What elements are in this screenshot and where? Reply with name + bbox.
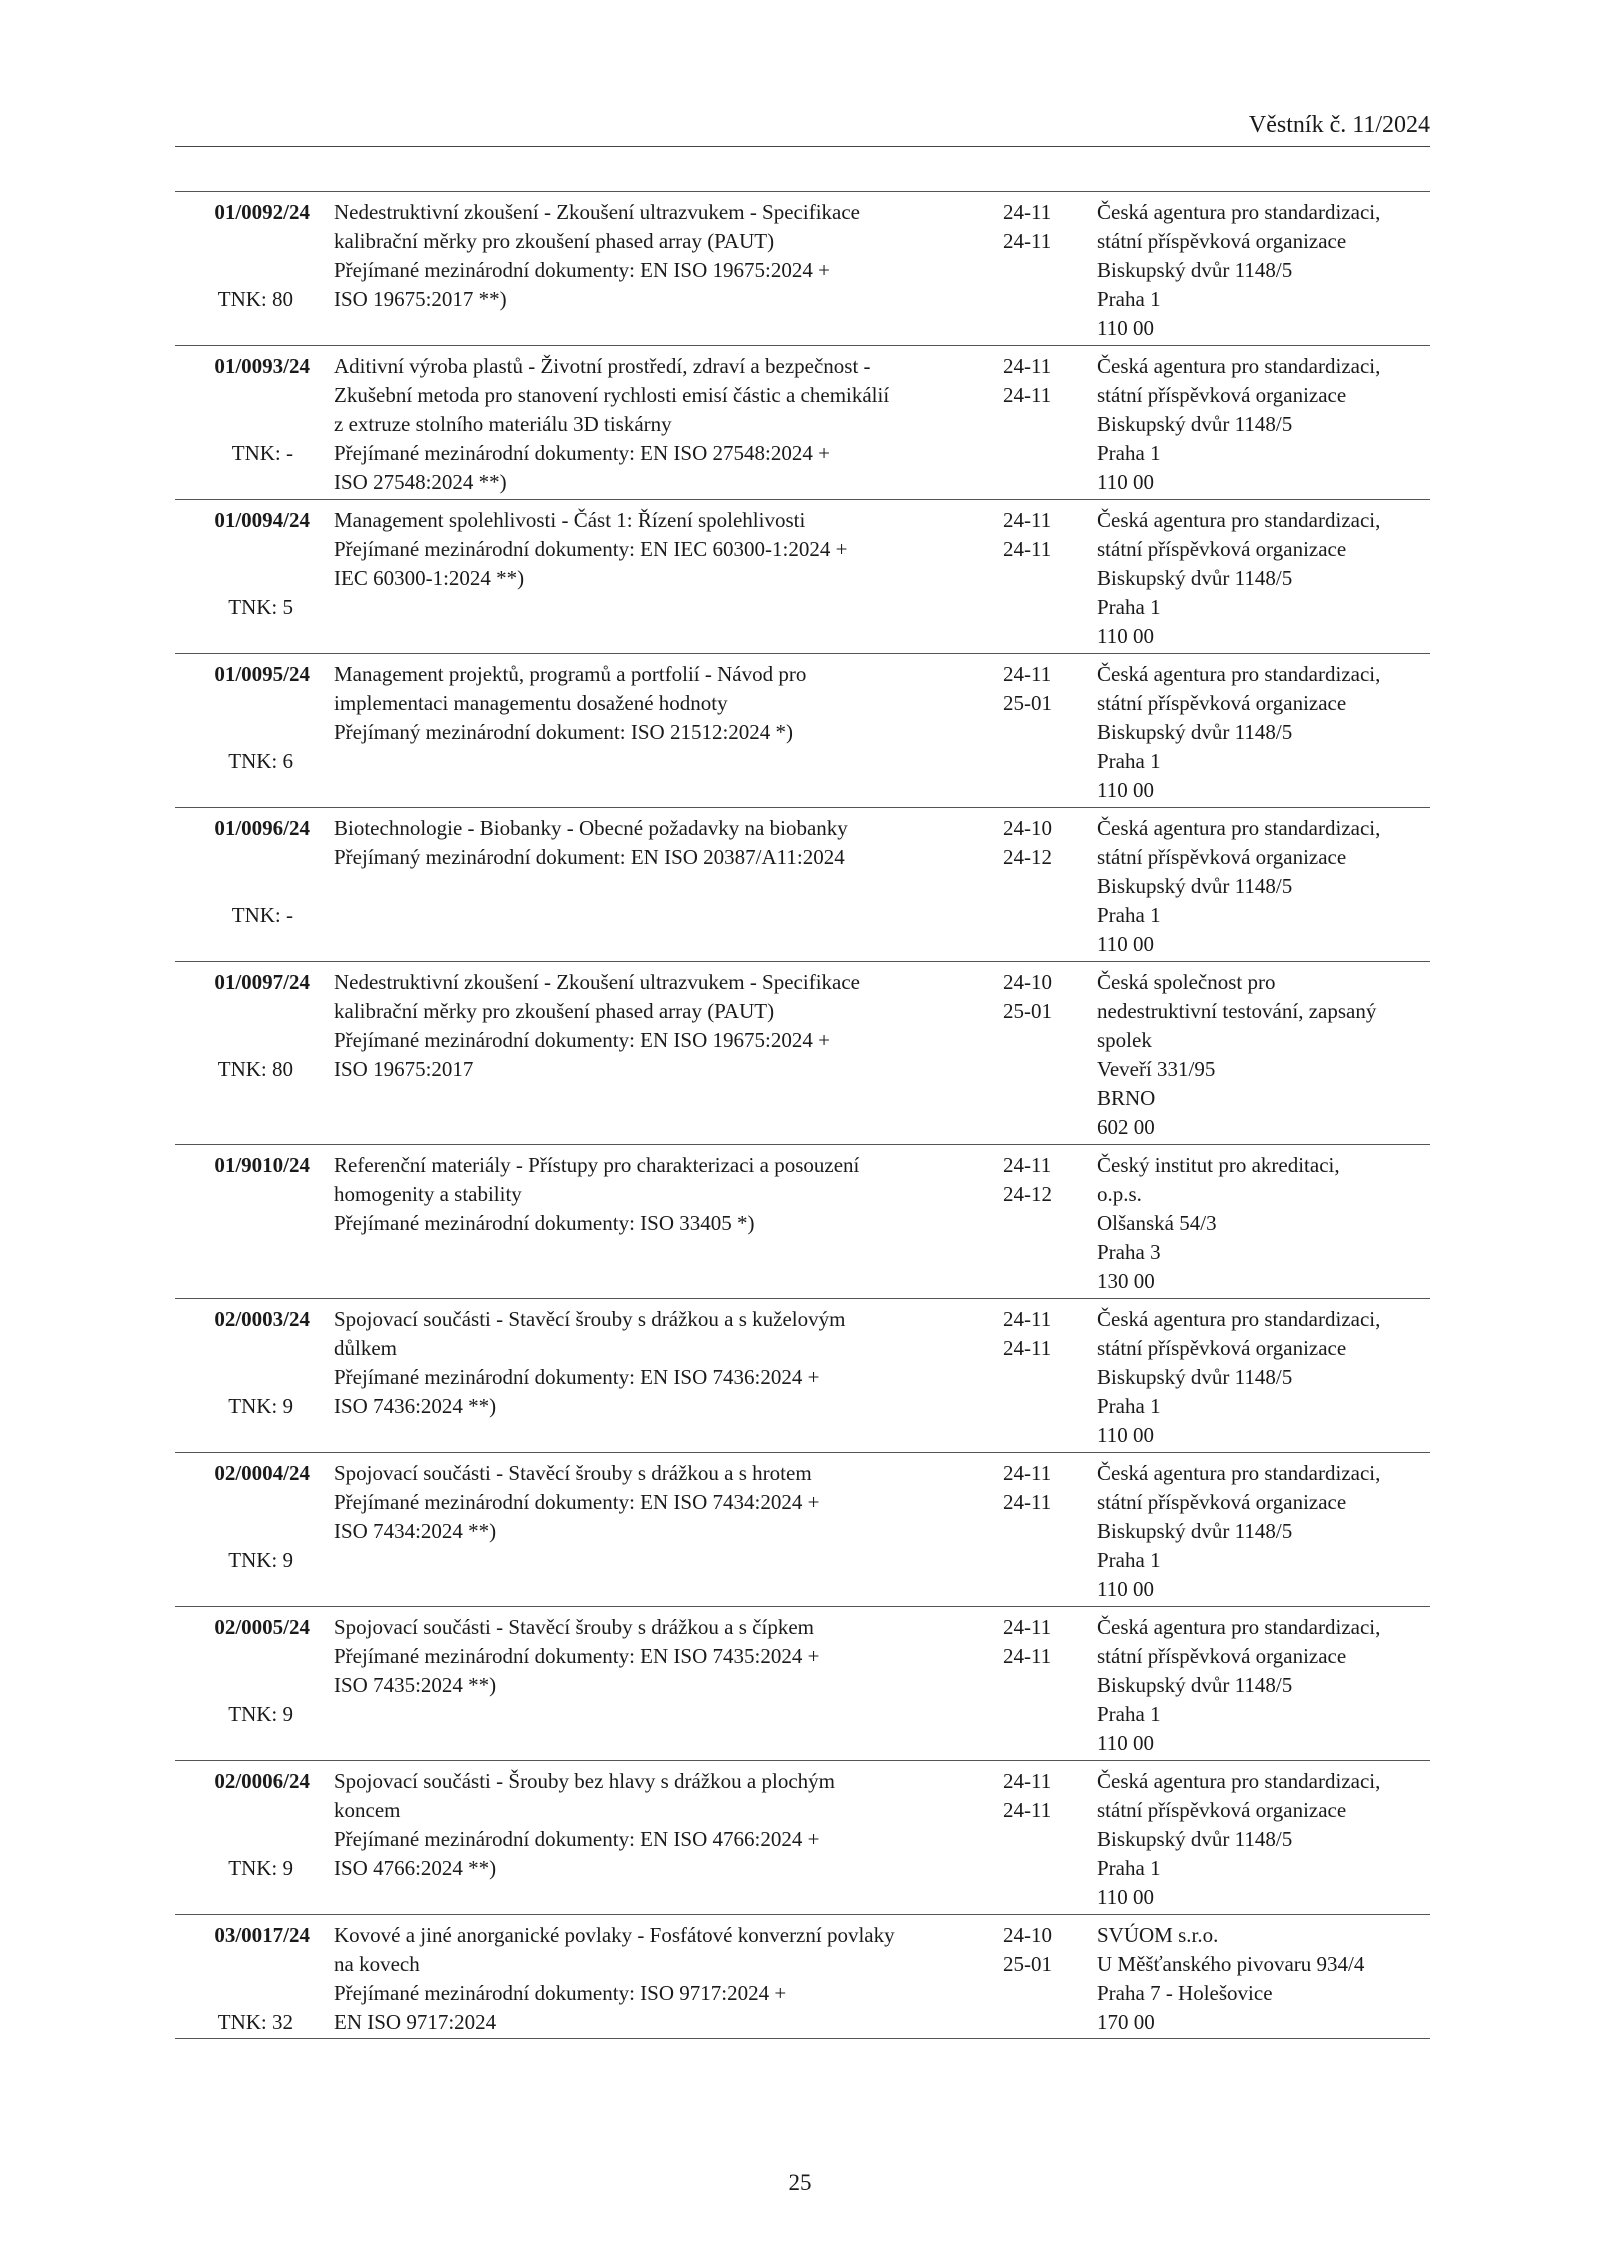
organization-line: Biskupský dvůr 1148/5 — [1097, 1673, 1293, 1697]
description-line: Nedestruktivní zkoušení - Zkoušení ultrazvukem - Specifikace — [334, 970, 861, 994]
entry-tnk: TNK: 32 — [217, 2010, 293, 2034]
entry-organization — [1097, 1459, 1437, 1604]
date-value: 24-10 — [1003, 816, 1052, 840]
organization-line: Česká agentura pro standardizaci, — [1097, 662, 1381, 686]
entry-description — [334, 1151, 860, 1238]
description-line: Nedestruktivní zkoušení - Zkoušení ultrazvukem - Specifikace — [334, 200, 861, 224]
organization-line: státní příspěvková organizace — [1097, 1798, 1347, 1822]
entry-description — [334, 352, 890, 497]
description-line: Management projektů, programů a portfolií - Návod pro — [334, 662, 807, 686]
date-value: 24-11 — [1003, 229, 1052, 253]
organization-line: Biskupský dvůr 1148/5 — [1097, 720, 1293, 744]
entry-tnk: TNK: 9 — [228, 1702, 293, 1726]
entry-number: 02/0006/24 — [214, 1769, 310, 1793]
description-line: Zkušební metoda pro stanovení rychlosti emisí částic a chemikálií — [334, 383, 890, 407]
date-value: 24-11 — [1003, 200, 1052, 224]
organization-line: Praha 1 — [1097, 749, 1161, 773]
date-value: 24-11 — [1003, 383, 1052, 407]
description-line: Přejímané mezinárodní dokumenty: EN ISO 7436:2024 + — [334, 1365, 820, 1389]
entry-description — [334, 506, 848, 593]
organization-line: státní příspěvková organizace — [1097, 1644, 1347, 1668]
description-line: koncem — [334, 1798, 401, 1822]
description-line: Přejímané mezinárodní dokumenty: EN IEC 60300-1:2024 + — [334, 537, 848, 561]
date-value: 25-01 — [1003, 1952, 1052, 1976]
description-line: Přejímané mezinárodní dokumenty: EN ISO 27548:2024 + — [334, 441, 830, 465]
organization-line: o.p.s. — [1097, 1182, 1142, 1206]
description-line: Přejímané mezinárodní dokumenty: EN ISO 19675:2024 + — [334, 1028, 830, 1052]
organization-line: Biskupský dvůr 1148/5 — [1097, 258, 1293, 282]
description-line: implementaci managementu dosažené hodnoty — [334, 691, 728, 715]
date-value: 24-10 — [1003, 1923, 1052, 1947]
date-value: 24-11 — [1003, 1461, 1052, 1485]
table-row — [175, 500, 1430, 654]
entry-number: 01/0096/24 — [214, 816, 310, 840]
organization-line: 130 00 — [1097, 1269, 1155, 1293]
entry-number: 02/0004/24 — [214, 1461, 310, 1485]
table-row — [175, 192, 1430, 346]
page-number: 25 — [788, 2170, 812, 2195]
entry-number: 02/0003/24 — [214, 1307, 310, 1331]
date-value: 24-11 — [1003, 1644, 1052, 1668]
organization-line: Česká agentura pro standardizaci, — [1097, 200, 1381, 224]
table-row — [175, 1607, 1430, 1761]
description-line: Biotechnologie - Biobanky - Obecné požadavky na biobanky — [334, 816, 848, 840]
entry-number: 01/9010/24 — [214, 1153, 310, 1177]
entry-tnk: TNK: 5 — [228, 595, 293, 619]
organization-line: Praha 1 — [1097, 595, 1161, 619]
description-line: ISO 27548:2024 **) — [334, 470, 507, 494]
entry-description — [334, 1305, 846, 1421]
organization-line: Praha 3 — [1097, 1240, 1161, 1264]
date-value: 24-11 — [1003, 1336, 1052, 1360]
description-line: ISO 7435:2024 **) — [334, 1673, 497, 1697]
organization-line: Praha 1 — [1097, 1548, 1161, 1572]
description-line: Aditivní výroba plastů - Životní prostředí, zdraví a bezpečnost - — [334, 354, 871, 378]
entry-dates — [1003, 1459, 1063, 1517]
entry-dates — [1003, 968, 1063, 1026]
date-value: 24-11 — [1003, 662, 1052, 686]
organization-line: Česká agentura pro standardizaci, — [1097, 1769, 1381, 1793]
date-value: 24-12 — [1003, 1182, 1052, 1206]
description-line: Přejímané mezinárodní dokumenty: EN ISO 4766:2024 + — [334, 1827, 820, 1851]
organization-line: Biskupský dvůr 1148/5 — [1097, 1827, 1293, 1851]
entry-organization — [1097, 814, 1437, 959]
organization-line: Biskupský dvůr 1148/5 — [1097, 412, 1293, 436]
organization-line: SVÚOM s.r.o. — [1097, 1923, 1219, 1947]
description-line: na kovech — [334, 1952, 420, 1976]
entry-number: 01/0092/24 — [214, 200, 310, 224]
date-value: 25-01 — [1003, 999, 1052, 1023]
entry-description — [334, 1767, 834, 1883]
description-line: EN ISO 9717:2024 — [334, 2010, 497, 2034]
table-row — [175, 1145, 1430, 1299]
organization-line: 170 00 — [1097, 2010, 1155, 2034]
description-line: z extruze stolního materiálu 3D tiskárny — [334, 412, 672, 436]
description-line: ISO 7434:2024 **) — [334, 1519, 497, 1543]
organization-line: 110 00 — [1097, 932, 1154, 956]
entry-organization — [1097, 1767, 1437, 1912]
organization-line: Biskupský dvůr 1148/5 — [1097, 1519, 1293, 1543]
description-line: Přejímané mezinárodní dokumenty: EN ISO 19675:2024 + — [334, 258, 830, 282]
organization-line: Praha 1 — [1097, 441, 1161, 465]
header-divider — [175, 146, 1430, 147]
standards-table — [175, 191, 1430, 2039]
organization-line: Praha 1 — [1097, 1702, 1161, 1726]
entry-dates — [1003, 198, 1063, 256]
organization-line: Olšanská 54/3 — [1097, 1211, 1217, 1235]
organization-line: Česká agentura pro standardizaci, — [1097, 354, 1381, 378]
description-line: Přejímané mezinárodní dokumenty: EN ISO 7435:2024 + — [334, 1644, 820, 1668]
table-row — [175, 808, 1430, 962]
entry-organization — [1097, 506, 1437, 651]
entry-organization — [1097, 660, 1437, 805]
entry-organization — [1097, 1151, 1437, 1296]
entry-number: 01/0095/24 — [214, 662, 310, 686]
entry-tnk: TNK: 6 — [228, 749, 293, 773]
description-line: kalibrační měrky pro zkoušení phased array (PAUT) — [334, 999, 775, 1023]
organization-line: Praha 7 - Holešovice — [1097, 1981, 1273, 2005]
date-value: 24-10 — [1003, 970, 1052, 994]
entry-dates — [1003, 1613, 1063, 1671]
organization-line: Praha 1 — [1097, 1394, 1161, 1418]
description-line: ISO 4766:2024 **) — [334, 1856, 497, 1880]
organization-line: 602 00 — [1097, 1115, 1155, 1139]
entry-dates — [1003, 814, 1063, 872]
table-row — [175, 654, 1430, 808]
entry-dates — [1003, 506, 1063, 564]
entry-organization — [1097, 198, 1437, 343]
bulletin-title: Věstník č. 11/2024 — [1248, 112, 1430, 138]
date-value: 24-11 — [1003, 1798, 1052, 1822]
description-line: Management spolehlivosti - Část 1: Řízení spolehlivosti — [334, 508, 806, 532]
organization-line: BRNO — [1097, 1086, 1156, 1110]
entry-number: 02/0005/24 — [214, 1615, 310, 1639]
entry-description — [334, 968, 861, 1084]
entry-organization — [1097, 1613, 1437, 1758]
date-value: 24-12 — [1003, 845, 1052, 869]
organization-line: státní příspěvková organizace — [1097, 229, 1347, 253]
organization-line: Česká agentura pro standardizaci, — [1097, 816, 1381, 840]
entry-organization — [1097, 352, 1437, 497]
entry-description — [334, 814, 848, 872]
description-line: Kovové a jiné anorganické povlaky - Fosfátové konverzní povlaky — [334, 1923, 895, 1947]
organization-line: U Měšťanského pivovaru 934/4 — [1097, 1952, 1365, 1976]
entry-description — [334, 1921, 895, 2037]
entry-description — [334, 198, 861, 314]
organization-line: 110 00 — [1097, 1423, 1154, 1447]
date-value: 24-11 — [1003, 1615, 1052, 1639]
entry-dates — [1003, 1767, 1063, 1825]
entry-organization — [1097, 1921, 1437, 2037]
entry-tnk: TNK: 80 — [217, 287, 293, 311]
entry-dates — [1003, 1151, 1063, 1209]
description-line: ISO 7436:2024 **) — [334, 1394, 497, 1418]
organization-line: Veveří 331/95 — [1097, 1057, 1216, 1081]
organization-line: Praha 1 — [1097, 903, 1161, 927]
table-row — [175, 1915, 1430, 2039]
description-line: kalibrační měrky pro zkoušení phased array (PAUT) — [334, 229, 775, 253]
organization-line: 110 00 — [1097, 624, 1154, 648]
description-line: Přejímané mezinárodní dokumenty: ISO 9717:2024 + — [334, 1981, 787, 2005]
description-line: Přejímaný mezinárodní dokument: ISO 21512:2024 *) — [334, 720, 794, 744]
description-line: důlkem — [334, 1336, 397, 1360]
date-value: 25-01 — [1003, 691, 1052, 715]
organization-line: Česká společnost pro — [1097, 970, 1276, 994]
entry-number: 01/0093/24 — [214, 354, 310, 378]
organization-line: Český institut pro akreditaci, — [1097, 1153, 1340, 1177]
table-row — [175, 1299, 1430, 1453]
date-value: 24-11 — [1003, 1490, 1052, 1514]
organization-line: Česká agentura pro standardizaci, — [1097, 1615, 1381, 1639]
organization-line: 110 00 — [1097, 778, 1154, 802]
table-row — [175, 1761, 1430, 1915]
date-value: 24-11 — [1003, 1769, 1052, 1793]
entry-description — [334, 1459, 834, 1546]
organization-line: Praha 1 — [1097, 287, 1161, 311]
entry-dates — [1003, 352, 1063, 410]
table-row — [175, 962, 1430, 1145]
description-line: homogenity a stability — [334, 1182, 522, 1206]
description-line: IEC 60300-1:2024 **) — [334, 566, 525, 590]
entry-dates — [1003, 1305, 1063, 1363]
organization-line: státní příspěvková organizace — [1097, 1490, 1347, 1514]
organization-line: 110 00 — [1097, 1731, 1154, 1755]
description-line: Referenční materiály - Přístupy pro charakterizaci a posouzení — [334, 1153, 860, 1177]
organization-line: státní příspěvková organizace — [1097, 691, 1347, 715]
entry-dates — [1003, 1921, 1063, 1979]
entry-tnk: TNK: 9 — [228, 1856, 293, 1880]
entry-tnk: TNK: 9 — [228, 1548, 293, 1572]
organization-line: Praha 1 — [1097, 1856, 1161, 1880]
organization-line: nedestruktivní testování, zapsaný — [1097, 999, 1377, 1023]
organization-line: Biskupský dvůr 1148/5 — [1097, 874, 1293, 898]
organization-line: 110 00 — [1097, 1577, 1154, 1601]
date-value: 24-11 — [1003, 1307, 1052, 1331]
description-line: ISO 19675:2017 **) — [334, 287, 507, 311]
description-line: Přejímaný mezinárodní dokument: EN ISO 20387/A11:2024 — [334, 845, 845, 869]
description-line: Přejímané mezinárodní dokumenty: ISO 33405 *) — [334, 1211, 755, 1235]
entry-dates — [1003, 660, 1063, 718]
description-line: Spojovací součásti - Šrouby bez hlavy s drážkou a plochým — [334, 1769, 835, 1793]
description-line: Spojovací součásti - Stavěcí šrouby s drážkou a s kuželovým — [334, 1307, 846, 1331]
organization-line: Biskupský dvůr 1148/5 — [1097, 566, 1293, 590]
entry-tnk: TNK: - — [231, 903, 293, 927]
date-value: 24-11 — [1003, 508, 1052, 532]
entry-number: 01/0094/24 — [214, 508, 310, 532]
organization-line: Biskupský dvůr 1148/5 — [1097, 1365, 1293, 1389]
date-value: 24-11 — [1003, 1153, 1052, 1177]
entry-tnk: TNK: - — [231, 441, 293, 465]
entry-number: 03/0017/24 — [214, 1923, 310, 1947]
organization-line: 110 00 — [1097, 1885, 1154, 1909]
table-row — [175, 1453, 1430, 1607]
organization-line: Česká agentura pro standardizaci, — [1097, 1307, 1381, 1331]
entry-organization — [1097, 1305, 1437, 1450]
entry-organization — [1097, 968, 1437, 1142]
entry-description — [334, 660, 834, 747]
organization-line: státní příspěvková organizace — [1097, 383, 1347, 407]
organization-line: Česká agentura pro standardizaci, — [1097, 1461, 1381, 1485]
entry-description — [334, 1613, 834, 1700]
organization-line: státní příspěvková organizace — [1097, 1336, 1347, 1360]
organization-line: státní příspěvková organizace — [1097, 845, 1347, 869]
entry-number: 01/0097/24 — [214, 970, 310, 994]
description-line: Přejímané mezinárodní dokumenty: EN ISO 7434:2024 + — [334, 1490, 820, 1514]
description-line: Spojovací součásti - Stavěcí šrouby s drážkou a s hrotem — [334, 1461, 812, 1485]
organization-line: státní příspěvková organizace — [1097, 537, 1347, 561]
date-value: 24-11 — [1003, 537, 1052, 561]
entry-tnk: TNK: 80 — [217, 1057, 293, 1081]
date-value: 24-11 — [1003, 354, 1052, 378]
table-row — [175, 346, 1430, 500]
organization-line: Česká agentura pro standardizaci, — [1097, 508, 1381, 532]
description-line: Spojovací součásti - Stavěcí šrouby s drážkou a s čípkem — [334, 1615, 814, 1639]
entry-tnk: TNK: 9 — [228, 1394, 293, 1418]
organization-line: spolek — [1097, 1028, 1152, 1052]
organization-line: 110 00 — [1097, 316, 1154, 340]
organization-line: 110 00 — [1097, 470, 1154, 494]
description-line: ISO 19675:2017 — [334, 1057, 474, 1081]
